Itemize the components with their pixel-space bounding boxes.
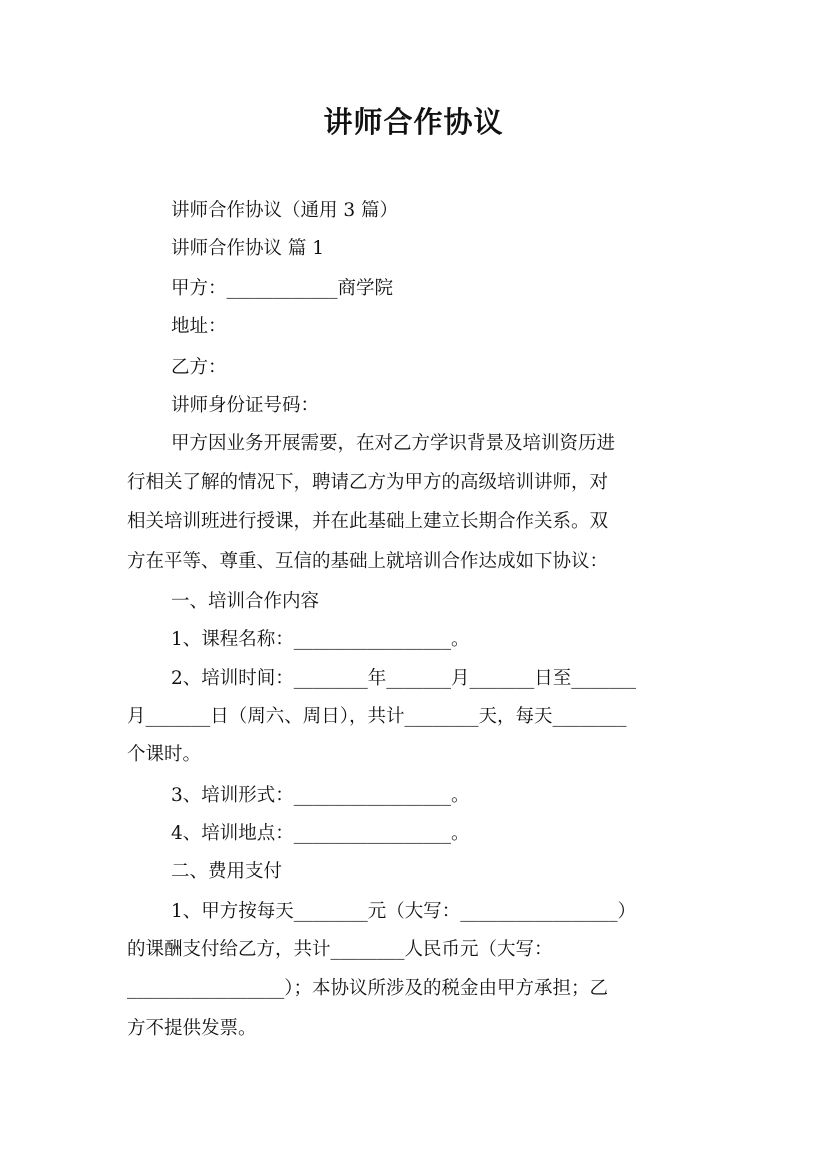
party-b-line: 乙方： xyxy=(171,357,227,378)
clause-line: 4、培训地点：_________________。 xyxy=(171,823,470,844)
clause-line: 的课酬支付给乙方，共计________人民币元（大写： xyxy=(127,939,553,960)
clause-line: 方不提供发票。 xyxy=(127,1018,257,1039)
document-title: 讲师合作协议 xyxy=(323,105,504,139)
paragraph-line: 方在平等、尊重、互信的基础上就培训合作达成如下协议： xyxy=(127,551,609,572)
clause-line: 个课时。 xyxy=(127,744,202,765)
paragraph-line: 相关培训班进行授课，并在此基础上建立长期合作关系。双 xyxy=(127,511,609,532)
paragraph-line: 甲方因业务开展需要，在对乙方学识背景及培训资历进 xyxy=(171,433,616,454)
subtitle-line: 讲师合作协议（通用 3 篇） xyxy=(171,200,399,221)
clause-line: 1、课程名称：_________________。 xyxy=(171,629,470,650)
party-a-line: 甲方：____________商学院 xyxy=(171,278,394,299)
section-heading: 讲师合作协议 篇 1 xyxy=(171,238,325,259)
clause-line: 2、培训时间：________年_______月_______日至_______ xyxy=(171,668,637,689)
clause-line: _________________）；本协议所涉及的税金由甲方承担；乙 xyxy=(127,978,609,999)
section-heading: 二、费用支付 xyxy=(171,861,283,882)
section-heading: 一、培训合作内容 xyxy=(171,591,320,612)
address-line: 地址： xyxy=(171,316,227,337)
paragraph-line: 行相关了解的情况下，聘请乙方为甲方的高级培训讲师，对 xyxy=(127,472,609,493)
clause-line: 月_______日（周六、周日），共计________天，每天________ xyxy=(127,706,627,727)
clause-line: 3、培训形式：_________________。 xyxy=(171,785,470,806)
id-number-line: 讲师身份证号码： xyxy=(171,395,320,416)
clause-line: 1、甲方按每天________元（大写：_________________） xyxy=(171,901,637,922)
